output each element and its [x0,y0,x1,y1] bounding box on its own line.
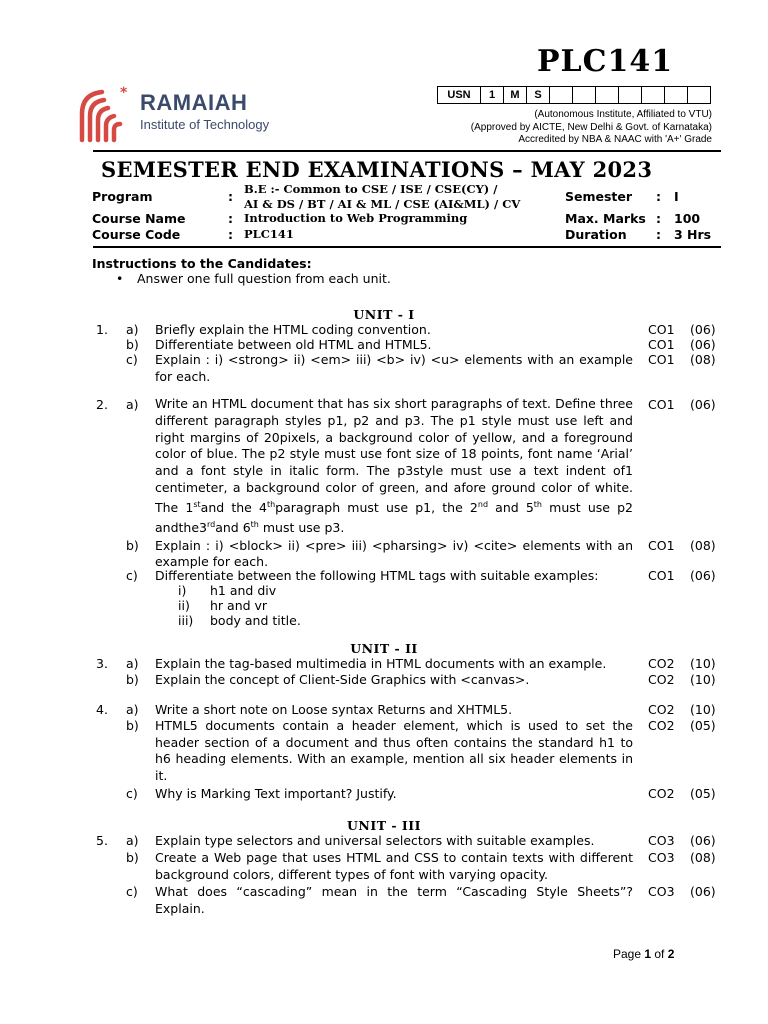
meta-colon: : [228,189,233,204]
course-outcome: CO2 [648,702,675,717]
question-text: Write a short note on Loose syntax Returns and XHTML5. [155,702,513,717]
max-marks-label: Max. Marks [565,211,646,226]
course-outcome: CO2 [648,786,675,801]
subquestion-label: a) [126,397,139,412]
marks: (08) [690,352,716,367]
course-outcome: CO1 [648,568,675,583]
ordinal-suffix: nd [477,499,489,509]
subquestion-label: a) [126,702,139,717]
ordinal-suffix: rd [206,519,216,529]
affiliation-block [392,109,712,147]
question-text-part: and 6 [215,519,251,535]
subquestion-label: c) [126,786,138,801]
page-total: 2 [667,947,675,961]
page-prefix: Page [613,947,645,961]
course-outcome: CO2 [648,718,675,733]
usn-cell: S [527,87,550,104]
institute-logo [76,84,316,146]
usn-label: USN [438,87,481,104]
ordinal-suffix: th [250,519,259,529]
affiliation-line: Accredited by NBA & NAAC with 'A+' Grade [518,134,712,145]
question-text-part: Write an HTML document that has six short paragraphs of text. Define three different paragraph styles p1, p2 and p3. The p1 style must use left and right margins of 20pixels, a background color of yellow, and a foreground color of blue. The p2 style must use font size of 18 points, font name ‘Arial’ and a font style in italic form. The p3style must use a text indent of1 centimeter, a background color of green, and afore ground color of white. The 1 [155,396,633,515]
marks: (08) [690,538,716,553]
ramaiah-emblem-icon [76,84,132,146]
question-text: Explain the concept of Client-Side Graphics with <canvas>. [155,672,530,687]
header-divider [93,150,721,152]
usn-cell [642,87,665,104]
course-code-value: PLC141 [244,227,294,241]
course-outcome: CO1 [648,538,675,553]
question-text: Explain the tag-based multimedia in HTML documents with an example. [155,656,607,671]
instruction-item: Answer one full question from each unit. [137,271,391,286]
marks: (06) [690,397,716,412]
subquestion-label: a) [126,322,139,337]
list-item-text: hr and vr [210,598,268,613]
marks: (06) [690,322,716,337]
course-code-label: Course Code [92,227,181,242]
question-text: HTML5 documents contain a header element, which is used to set the header section of a document and thus often contains the standard h1 to h6 heading elements. With an example, mention all six header elements in it. [155,718,633,783]
course-outcome: CO1 [648,397,675,412]
meta-colon: : [228,227,233,242]
ordinal-suffix: th [533,499,543,509]
course-outcome: CO3 [648,833,675,848]
svg-text:*: * [120,85,128,101]
usn-cell [550,87,573,104]
page-of: of [651,947,668,961]
question-number: 5. [96,833,108,848]
marks: (06) [690,833,716,848]
marks: (08) [690,850,716,865]
list-item-number: iii) [178,613,194,628]
question-number: 3. [96,656,108,671]
subquestion-label: c) [126,568,138,583]
question-text: Why is Marking Text important? Justify. [155,786,397,801]
subquestion-label: c) [126,884,138,899]
question-text [155,396,633,537]
course-name-label: Course Name [92,211,186,226]
list-item-number: i) [178,583,187,598]
course-outcome: CO1 [648,337,675,352]
subquestion-label: a) [126,833,139,848]
question-text: Create a Web page that uses HTML and CSS to contain texts with different background colors, different types of font with varying opacity. [155,850,633,882]
course-outcome: CO1 [648,352,675,367]
usn-cell: M [504,87,527,104]
ordinal-suffix: th [266,499,276,509]
subquestion-label: b) [126,850,139,865]
marks: (05) [690,718,716,733]
list-item-text: body and title. [210,613,301,628]
marks: (06) [690,337,716,352]
question-text-part: must use p2 andthe3 [155,499,633,535]
question-text-part: paragraph must use p1, the 2 [275,499,478,515]
meta-colon: : [228,211,233,226]
meta-colon: : [656,211,661,226]
marks: (10) [690,702,716,717]
subquestion-label: b) [126,718,139,733]
logo-name: RAMAIAH [140,90,248,115]
list-item-number: ii) [178,598,190,613]
semester-value: I [674,189,679,204]
instruction-bullet-icon: • [116,271,124,286]
instructions-title: Instructions to the Candidates: [92,256,312,271]
max-marks-value: 100 [674,211,701,226]
usn-cell: 1 [481,87,504,104]
usn-cell [619,87,642,104]
exam-title: SEMESTER END EXAMINATIONS – MAY 2023 [101,157,653,182]
question-text: Explain type selectors and universal selectors with suitable examples. [155,833,595,848]
usn-cell [688,87,711,104]
unit-heading: UNIT - I [353,307,415,322]
question-text: What does “cascading” mean in the term “Cascading Style Sheets”? Explain. [155,884,633,916]
subquestion-label: b) [126,538,139,553]
question-text-part: and the 4 [200,499,267,515]
marks: (10) [690,656,716,671]
question-text: Explain : i) <block> ii) <pre> iii) <pharsing> iv) <cite> elements with an example for each. [155,538,633,569]
duration-label: Duration [565,227,627,242]
subquestion-label: c) [126,352,138,367]
course-outcome: CO1 [648,322,675,337]
meta-colon: : [656,227,661,242]
course-outcome: CO3 [648,850,675,865]
meta-divider [93,246,721,248]
logo-subtitle: Institute of Technology [140,117,270,132]
question-text: Differentiate between the following HTML tags with suitable examples: [155,568,599,583]
course-outcome: CO2 [648,656,675,671]
marks: (10) [690,672,716,687]
course-name-value: Introduction to Web Programming [244,211,468,225]
marks: (06) [690,568,716,583]
subquestion-label: b) [126,672,139,687]
program-label: Program [92,189,153,204]
unit-heading: UNIT - II [350,641,418,656]
page-indicator [613,947,674,961]
list-item-text: h1 and div [210,583,277,598]
course-outcome: CO2 [648,672,675,687]
question-number: 2. [96,397,108,412]
question-text: Briefly explain the HTML coding convention. [155,322,431,337]
course-outcome: CO3 [648,884,675,899]
marks: (05) [690,786,716,801]
paper-code: PLC141 [537,44,674,79]
marks: (06) [690,884,716,899]
usn-cell [665,87,688,104]
duration-value: 3 Hrs [674,227,712,242]
question-text-part: must use p3. [258,519,345,535]
page-number: 1 [644,947,652,961]
ordinal-suffix: st [193,499,201,509]
meta-colon: : [656,189,661,204]
subquestion-label: a) [126,656,139,671]
affiliation-line: (Approved by AICTE, New Delhi & Govt. of Karnataka) [470,121,712,133]
question-text-part: and 5 [488,499,534,515]
usn-cell [573,87,596,104]
question-number: 4. [96,702,108,717]
question-text: Explain : i) <strong> ii) <em> iii) <b> iv) <u> elements with an example for each. [155,352,633,384]
semester-label: Semester [565,189,633,204]
affiliation-line: (Autonomous Institute, Affiliated to VTU) [534,109,712,120]
program-value: AI & DS / BT / AI & ML / CSE (AI&ML) / CV [244,197,521,211]
subquestion-label: b) [126,337,139,352]
unit-heading: UNIT - III [347,818,421,833]
usn-grid [437,86,711,104]
question-text: Differentiate between old HTML and HTML5. [155,337,432,352]
program-value: B.E :- Common to CSE / ISE / CSE(CY) / [244,182,498,196]
usn-cell [596,87,619,104]
question-number: 1. [96,322,108,337]
